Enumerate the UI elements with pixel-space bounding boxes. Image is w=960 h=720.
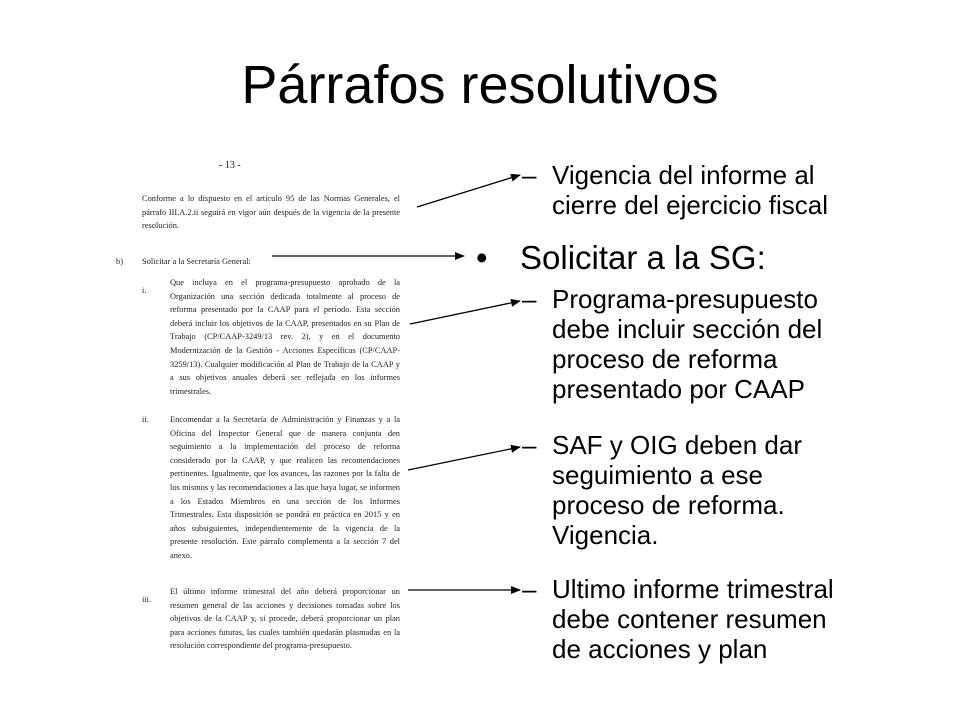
item-i-marker: i. (142, 286, 147, 295)
point-saf-line: SAF y OIG deben dar (552, 430, 803, 460)
point-ultimo-line: debe contener resumen (552, 604, 827, 634)
arrow-saf (408, 447, 520, 470)
item-ii-text: Encomendar a la Secretaría de Administración y Finanzas y a la Oficina del Inspector General que de manera conjunta den seguimiento a la implementación del proceso de reforma considerado por la CAAP, y que realicen las recomendaciones pertinentes. Igualmente, que los avances, las razones por la falta de los mismos y las recomendaciones a las que haya lugar, se informen a los Estados Miembros en una sección de los Informes Trimestrales. Esta disposición se pondrá en práctica en 2015 y en años subsiguientes, independientemente de la vigencia de la presente resolución. Este párrafo complementa a la sección 7 del anexo. (170, 415, 400, 561)
point-saf-line: seguimiento a ese (552, 460, 764, 490)
arrow-vigencia (417, 175, 520, 207)
point-solicitar-label: Solicitar a la SG: (520, 239, 766, 276)
item-iii-marker: iii. (142, 595, 152, 604)
point-vigencia-line: Vigencia del informe al (552, 160, 815, 190)
point-programa-line: presentado por CAAP (552, 374, 805, 404)
point-ultimo-line: Ultimo informe trimestral (552, 574, 834, 604)
arrow-programa (410, 301, 520, 324)
slide-title: Párrafos resolutivos (241, 55, 719, 115)
item-b-marker: b) (116, 257, 123, 266)
point-ultimo-line: de acciones y plan (552, 634, 768, 664)
intro-paragraph: Conforme a lo dispuesto en el artículo 95 de las Normas Generales, el párrafo III.A.2.ii seguirá en vigor aún después de la vigencia de la presente resolución. (142, 194, 400, 231)
point-saf-line: Vigencia. (552, 520, 659, 550)
point-vigencia-line: cierre del ejercicio fiscal (552, 190, 828, 220)
dash-marker: – (522, 284, 537, 314)
page-number: - 13 - (219, 160, 241, 171)
point-programa-line: debe incluir sección del (552, 314, 823, 344)
item-iii-text: El último informe trimestral del año deberá proporcionar un resumen general de las acciones y decisiones tomadas sobre los objetivos de la CAAP y, si procede, deberá proporcionar un plan para acciones futuras, las cuales también quedarán plasmadas en la resolución correspondiente del programa-presupuesto. (170, 587, 400, 651)
point-saf-line: proceso de reforma. (552, 490, 785, 520)
point-programa-line: proceso de reforma (552, 344, 778, 374)
dash-marker: – (522, 574, 537, 604)
bullet-marker: • (476, 239, 488, 276)
point-programa-line: Programa-presupuesto (552, 284, 818, 314)
dash-marker: – (522, 160, 537, 190)
item-i-text: Que incluya en el programa-presupuesto aprobado de la Organización una sección dedicada totalmente al proceso de reforma presentado por la CAAP para el período. Esta sección deberá incluir los objetivos de la CAAP, presentados en su Plan de Trabajo (CP/CAAP-3249/13 rev. 2), y en el documento Modernización de la Gestión - Acciones Específicas (CP/CAAP-3259/13). Cualquier modificación al Plan de Trabajo de la CAAP y a sus objetivos anuales deberá ser reflejada en los informes trimestrales. (170, 278, 400, 396)
item-ii-marker: ii. (142, 415, 149, 424)
dash-marker: – (522, 430, 537, 460)
item-b-heading: Solicitar a la Secretaría General: (142, 257, 251, 266)
